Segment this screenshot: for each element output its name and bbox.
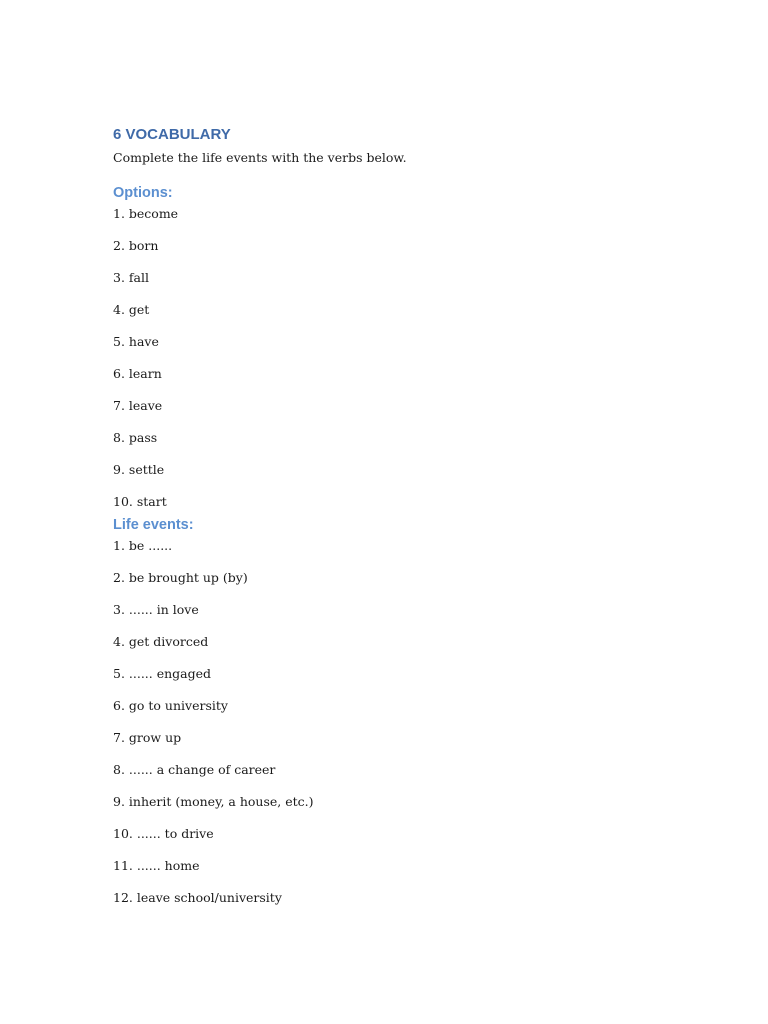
life-event-item: 4. get divorced	[113, 634, 209, 649]
life-event-item: 7. grow up	[113, 730, 182, 745]
life-event-item: 10. ...... to drive	[113, 826, 214, 841]
life-event-item: 5. ...... engaged	[113, 666, 212, 681]
life-events-heading: Life events:	[113, 517, 194, 533]
option-item: 7. leave	[113, 398, 163, 413]
instructions-text: Complete the life events with the verbs below.	[113, 150, 407, 165]
option-item: 8. pass	[113, 430, 158, 445]
life-event-item: 12. leave school/university	[113, 890, 282, 905]
life-event-item: 2. be brought up (by)	[113, 570, 248, 585]
life-event-item: 8. ...... a change of career	[113, 762, 276, 777]
life-event-item: 11. ...... home	[113, 858, 200, 873]
option-item: 3. fall	[113, 270, 149, 285]
options-list	[113, 205, 673, 515]
document-page	[113, 125, 673, 921]
life-event-item: 9. inherit (money, a house, etc.)	[113, 794, 314, 809]
option-item: 1. become	[113, 206, 179, 221]
options-heading: Options:	[113, 185, 173, 201]
life-event-item: 1. be ......	[113, 538, 173, 553]
page-title: 6 VOCABULARY	[113, 126, 231, 143]
life-event-item: 6. go to university	[113, 698, 228, 713]
option-item: 6. learn	[113, 366, 162, 381]
option-item: 2. born	[113, 238, 159, 253]
option-item: 4. get	[113, 302, 150, 317]
life-events-list	[113, 537, 673, 921]
life-event-item: 3. ...... in love	[113, 602, 199, 617]
option-item: 9. settle	[113, 462, 165, 477]
option-item: 5. have	[113, 334, 159, 349]
option-item: 10. start	[113, 494, 167, 509]
